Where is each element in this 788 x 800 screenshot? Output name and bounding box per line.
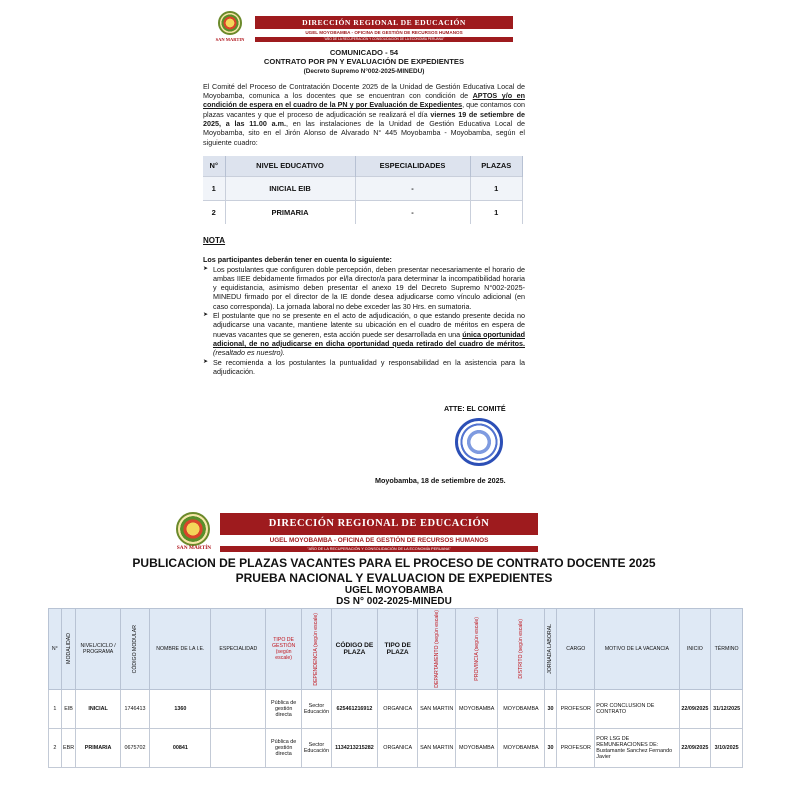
col-header: DISTRITO (según escale) [498,609,544,690]
comunicado-number: COMUNICADO - 54 [329,48,399,57]
cell-nivel: PRIMARIA [225,200,355,224]
regional-seal-icon [176,512,210,546]
paragraph-text-3: , en las instalaciones de la Unidad de Gestión Educativa Local de Moyobamba, sito en el Jirón Alonso de Alvarado N° 445 Moyobamba - Moyobamba, según el siguiente cuadro: [203,119,525,147]
comunicado-paragraph [203,82,525,147]
cell-motivo: POR CONCLUSION DE CONTRATO [595,689,679,728]
cell-provincia: MOYOBAMBA [456,689,498,728]
cell-dependencia: Sector Educación [302,689,332,728]
header-title: DIRECCIÓN REGIONAL DE EDUCACIÓN [220,513,538,535]
cell-codplaza: 625461216912 [331,689,377,728]
nota-title: NOTA [203,236,226,245]
col-header: DEPARTAMENTO (según escale) [418,609,456,690]
publication-ugel: UGEL MOYOBAMBA [344,585,444,596]
cell-inicio: 22/09/2025 [679,689,711,728]
col-header: INICIO [679,609,711,690]
col-header: TIPO DE GESTIÓN (según escale) [266,609,302,690]
cell-dependencia: Sector Educación [302,728,332,767]
header-subtitle: UGEL MOYOBAMBA - OFICINA DE GESTIÓN DE RECURSOS HUMANOS [305,30,463,35]
header-title: DIRECCIÓN REGIONAL DE EDUCACIÓN [255,16,513,29]
cell-nivel: PRIMARIA [76,728,120,767]
nota-item-text: Los postulantes que configuren doble percepción, deben presentar necesariamente el horario de ambas IIEE debidamente firmados por el/la director/a para determinar la incompatibilidad horaria y equidistancia, asimismo deben presentar el anexo 19 del Decreto Supremo N°002-2025-MINEDU firmado por el director de la IE donde desea adjudicarse como vínculo adicional (en caso corresponda). La jornada laboral no debe exceder las 30 Hrs. en sumatoria. [213,264,525,311]
cell-especialidad: - [355,176,470,200]
cell-plazas: 1 [470,200,523,224]
cell-n: 1 [49,689,62,728]
cell-tipoplaza: ORGANICA [378,728,418,767]
publication-decree: DS N° 002-2025-MINEDU [336,596,452,607]
col-header: TÉRMINO [711,609,743,690]
col-header-especialidades: ESPECIALIDADES [355,156,470,176]
header-motto: "AÑO DE LA RECUPERACIÓN Y CONSOLIDACIÓN DE LA ECONOMÍA PERUANA" [220,546,538,552]
comunicado-title: CONTRATO POR PN Y EVALUACIÓN DE EXPEDIENTES [263,57,465,67]
header-motto: "AÑO DE LA RECUPERACIÓN Y CONSOLIDACIÓN DE LA ECONOMÍA PERUANA" [255,37,513,42]
table-header-row [203,156,523,176]
seal-label: SAN MARTÍN [176,545,212,551]
cell-nivel: INICIAL [76,689,120,728]
cell-provincia: MOYOBAMBA [456,728,498,767]
cell-jornada: 30 [544,728,557,767]
nota-item [203,358,525,377]
seal-label: SAN MARTIN [215,37,245,42]
vacancy-detail-table [48,608,743,768]
col-header: MOTIVO DE LA VACANCIA [595,609,679,690]
nota-list [203,265,525,377]
publication-subtitle: PRUEBA NACIONAL Y EVALUACION DE EXPEDIENTES [235,571,553,585]
paragraph-text-2: , que contamos con plazas vacantes y que el proceso de adjudicación se realizará el día [203,100,525,119]
col-header: ESPECIALIDAD [211,609,266,690]
table-row [203,200,523,224]
cell-especialidad [211,728,266,767]
col-header: CÓDIGO MODULAR [120,609,150,690]
col-header: JORNADA LABORAL [544,609,557,690]
paragraph-highlight-2: viernes 19 de setiembre de 2025, a las 11.00 a.m. [203,109,526,129]
col-header-n: N° [203,156,225,176]
cell-codmod: 1746413 [120,689,150,728]
table-header-row [49,609,743,690]
col-header: DEPENDENCIA (según escale) [302,609,332,690]
cell-cargo: PROFESOR [557,689,595,728]
col-header: MODALIDAD [61,609,76,690]
cell-modalidad: EIB [61,689,76,728]
cell-tipoplaza: ORGANICA [378,689,418,728]
col-header-plazas: PLAZAS [470,156,523,176]
cell-n: 1 [203,176,225,200]
cell-departamento: SAN MARTIN [418,689,456,728]
cell-n: 2 [203,200,225,224]
col-header: CÓDIGO DE PLAZA [331,609,377,690]
comunicado-decree: (Decreto Supremo N°002-2025-MINEDU) [303,67,425,75]
cell-ie: 1360 [150,689,211,728]
cell-gestion: Pública de gestión directa [266,689,302,728]
col-header: NOMBRE DE LA I.E. [150,609,211,690]
cell-termino: 31/12/2025 [711,689,743,728]
header-subtitle: UGEL MOYOBAMBA - OFICINA DE GESTIÓN DE RECURSOS HUMANOS [269,537,489,544]
nota-item [203,265,525,311]
col-header: PROVINCIA (según escale) [456,609,498,690]
nota-item-text: Se recomienda a los postulantes la puntualidad y responsabilidad en la asistencia para la adjudicación. [213,357,525,376]
nota-item [203,311,525,357]
regional-seal-icon [218,11,242,35]
vacancy-summary-table [203,156,523,224]
cell-distrito: MOYOBAMBA [498,689,544,728]
cell-especialidad [211,689,266,728]
cell-especialidad: - [355,200,470,224]
signature-date: Moyobamba, 18 de setiembre de 2025. [375,476,506,485]
cell-ie: 00841 [150,728,211,767]
cell-modalidad: EBR [61,728,76,767]
table-row [49,728,743,767]
cell-gestion: Pública de gestión directa [266,728,302,767]
signature-committee: ATTE: EL COMITÉ [444,404,506,413]
col-header: NIVEL/CICLO / PROGRAMA [76,609,120,690]
cell-codplaza: 1134213215282 [331,728,377,767]
table-row [203,176,523,200]
paragraph-highlight-1: APTOS y/o en condición de espera en el cuadro de la PN y por Evaluación de Expedientes [203,91,525,110]
col-header: TIPO DE PLAZA [378,609,418,690]
table-row [49,689,743,728]
nota-section [203,236,525,376]
col-header-nivel: NIVEL EDUCATIVO [225,156,355,176]
cell-distrito: MOYOBAMBA [498,728,544,767]
col-header: CARGO [557,609,595,690]
cell-termino: 3/10/2025 [711,728,743,767]
cell-nivel: INICIAL EIB [225,176,355,200]
cell-codmod: 0675702 [120,728,150,767]
cell-motivo: POR LSG DE REMUNERACIONES DE: Bustamante Sanchez Fernando Javier [595,728,679,767]
publication-title: PUBLICACION DE PLAZAS VACANTES PARA EL PROCESO DE CONTRATO DOCENTE 2025 [132,556,656,570]
cell-cargo: PROFESOR [557,728,595,767]
committee-stamp-icon [455,418,503,466]
cell-n: 2 [49,728,62,767]
paragraph-text-1: El Comité del Proceso de Contratación Docente 2025 de la Unidad de Gestión Educativa Local de Moyobamba, comunica a los docentes que se encuentran con condición de [203,81,525,101]
col-header: N° [49,609,62,690]
nota-item-remark: (resaltado es nuestro). [213,348,285,358]
cell-jornada: 30 [544,689,557,728]
nota-intro: Los participantes deberán tener en cuenta lo siguiente: [203,255,392,265]
cell-departamento: SAN MARTIN [418,728,456,767]
comunicado-section [203,40,525,147]
nota-item-highlight: única oportunidad adicional, de no adjudicarse en dicha oportunidad queda retirado del cuadro de méritos. [213,329,525,348]
cell-inicio: 22/09/2025 [679,728,711,767]
cell-plazas: 1 [470,176,523,200]
nota-item-text: El postulante que no se presente en el acto de adjudicación, o que estando presente decida no adjudicarse una vacante, mantiene latente su ubicación en el cuadro de méritos en espera de nuevas vacantes que se generen, esta acción puede ser desarrollada en una [213,311,525,339]
